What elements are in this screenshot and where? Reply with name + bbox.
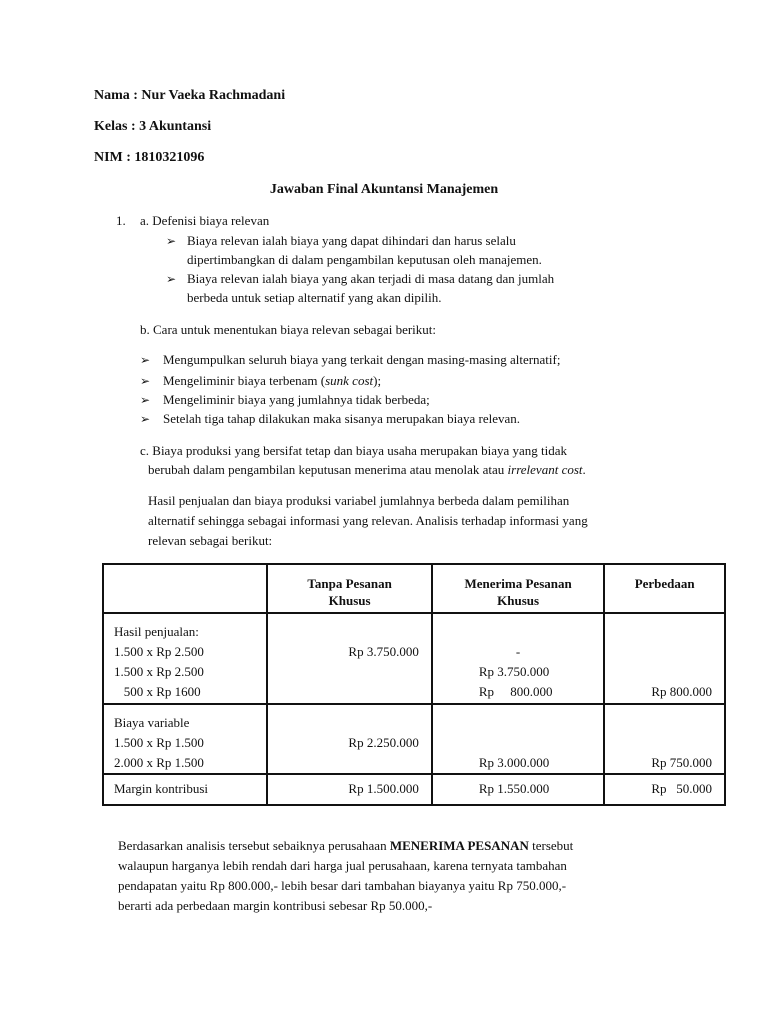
hasil-perbedaan-cell [604, 613, 725, 704]
biaya-tanpa-cell [267, 704, 431, 774]
hasil-tanpa-value [268, 662, 418, 682]
hasil-perbedaan-value [605, 642, 712, 662]
c-line-2-post: . [582, 462, 586, 477]
kelas-line: Kelas : 3 Akuntansi [94, 119, 212, 134]
bullet-arrow-icon: ➢ [140, 353, 151, 367]
nama-line: Nama : Nur Vaeka Rachmadani [94, 88, 286, 103]
biaya-label: 1.500 x Rp 1.500 [114, 735, 204, 750]
header-menerima-pesanan: Menerima Pesanan Khusus [432, 564, 605, 613]
hasil-perbedaan-value: Rp 800.000 [651, 684, 712, 699]
table-row-margin-kontribusi [103, 774, 725, 805]
margin-label: Margin kontribusi [103, 774, 267, 805]
a-point-1-line-2: dipertimbangkan di dalam pengambilan keputusan oleh manajemen. [187, 252, 542, 267]
table-row-biaya-variable [103, 704, 725, 774]
hasil-label: Hasil penjualan: [114, 624, 199, 639]
hasil-menerima-value: Rp 3.750.000 [478, 664, 550, 679]
conclusion-post: tersebut [528, 838, 574, 853]
b-point-2-post: ); [373, 373, 382, 388]
analysis-para-line-1: Hasil penjualan dan biaya produksi variabel jumlahnya berbeda dalam pemilihan [148, 493, 570, 508]
b-point-3: Mengeliminir biaya yang jumlahnya tidak berbeda; [163, 392, 430, 407]
section-b-label: b. Cara untuk menentukan biaya relevan sebagai berikut: [140, 322, 437, 337]
biaya-tanpa-value: Rp 2.250.000 [348, 735, 419, 750]
header-perbedaan: Perbedaan [604, 564, 725, 613]
section-c-line-2 [148, 462, 586, 478]
conclusion-pre: Berdasarkan analisis tersebut sebaiknya perusahaan [118, 838, 390, 853]
a-point-1-line-1: Biaya relevan ialah biaya yang dapat dihindari dan harus selalu [187, 233, 516, 248]
a-point-2-line-1: Biaya relevan ialah biaya yang akan terjadi di masa datang dan jumlah [187, 271, 555, 286]
irrelevant-cost-term: irrelevant cost [507, 462, 583, 477]
margin-perbedaan-value: Rp 50.000 [604, 774, 725, 805]
hasil-labels-cell [103, 613, 267, 704]
hasil-perbedaan-value [605, 622, 712, 642]
biaya-labels-cell [103, 704, 267, 774]
hasil-menerima-value: Rp 800.000 [478, 684, 553, 699]
question-number: 1. [116, 213, 126, 228]
biaya-tanpa-value [268, 713, 418, 733]
hasil-menerima-value [433, 622, 604, 642]
hasil-label: 1.500 x Rp 2.500 [114, 644, 204, 659]
biaya-label: Biaya variable [114, 715, 190, 730]
hasil-perbedaan-value [605, 662, 712, 682]
margin-tanpa-value: Rp 1.500.000 [267, 774, 431, 805]
bullet-arrow-icon: ➢ [140, 412, 151, 426]
margin-menerima-value: Rp 1.550.000 [432, 774, 605, 805]
sunk-cost-term: sunk cost [325, 373, 374, 388]
biaya-label: 2.000 x Rp 1.500 [114, 755, 204, 770]
biaya-perbedaan-value [605, 713, 712, 733]
biaya-perbedaan-value [605, 733, 712, 753]
conclusion-line-1 [118, 838, 573, 854]
conclusion-line-4: berarti ada perbedaan margin kontribusi sebesar Rp 50.000,- [118, 898, 433, 913]
biaya-perbedaan-value: Rp 750.000 [651, 755, 712, 770]
section-c-line-1: c. Biaya produksi yang bersifat tetap dan biaya usaha merupakan biaya yang tidak [140, 443, 568, 458]
hasil-menerima-value: - [515, 644, 521, 659]
page-title: Jawaban Final Akuntansi Manajemen [269, 182, 499, 197]
b-point-4: Setelah tiga tahap dilakukan maka sisanya merupakan biaya relevan. [163, 411, 520, 426]
conclusion-line-2: walaupun harganya lebih rendah dari harga jual perusahaan, karena ternyata tambahan [118, 858, 567, 873]
conclusion-emphasis: MENERIMA PESANAN [389, 838, 529, 853]
a-point-2-line-2: berbeda untuk setiap alternatif yang akan dipilih. [187, 290, 442, 305]
hasil-tanpa-value: Rp 3.750.000 [348, 644, 419, 659]
b-point-1: Mengumpulkan seluruh biaya yang terkait dengan masing-masing alternatif; [163, 352, 561, 367]
biaya-menerima-value [479, 733, 604, 753]
biaya-menerima-value [479, 713, 604, 733]
hasil-menerima-cell [432, 613, 605, 704]
analysis-table [102, 563, 726, 806]
header-empty-cell [103, 564, 267, 613]
biaya-menerima-cell [432, 704, 605, 774]
biaya-perbedaan-cell [604, 704, 725, 774]
c-line-2-pre: berubah dalam pengambilan keputusan menerima atau menolak atau [148, 462, 508, 477]
hasil-tanpa-value [268, 682, 418, 702]
bullet-arrow-icon: ➢ [140, 393, 151, 407]
conclusion-line-3: pendapatan yaitu Rp 800.000,- lebih besar dari tambahan biayanya yaitu Rp 750.000,- [118, 878, 567, 893]
b-point-2-pre: Mengeliminir biaya terbenam ( [163, 373, 326, 388]
analysis-para-line-2: alternatif sehingga sebagai informasi yang relevan. Analisis terhadap informasi yang [148, 513, 588, 528]
hasil-label: 1.500 x Rp 2.500 [114, 664, 204, 679]
bullet-arrow-icon: ➢ [166, 272, 177, 286]
biaya-menerima-value: Rp 3.000.000 [478, 755, 550, 770]
hasil-label: 500 x Rp 1600 [114, 684, 201, 699]
header-tanpa-pesanan: Tanpa Pesanan Khusus [267, 564, 431, 613]
b-point-2 [163, 373, 381, 389]
bullet-arrow-icon: ➢ [140, 374, 151, 388]
table-row-hasil-penjualan [103, 613, 725, 704]
section-a-label: a. Defenisi biaya relevan [140, 213, 270, 228]
hasil-tanpa-cell [267, 613, 431, 704]
hasil-tanpa-value [268, 622, 418, 642]
table-header-row [103, 564, 725, 613]
bullet-arrow-icon: ➢ [166, 234, 177, 248]
analysis-para-line-3: relevan sebagai berikut: [148, 533, 273, 548]
nim-line: NIM : 1810321096 [94, 150, 205, 165]
biaya-tanpa-value [268, 753, 418, 773]
